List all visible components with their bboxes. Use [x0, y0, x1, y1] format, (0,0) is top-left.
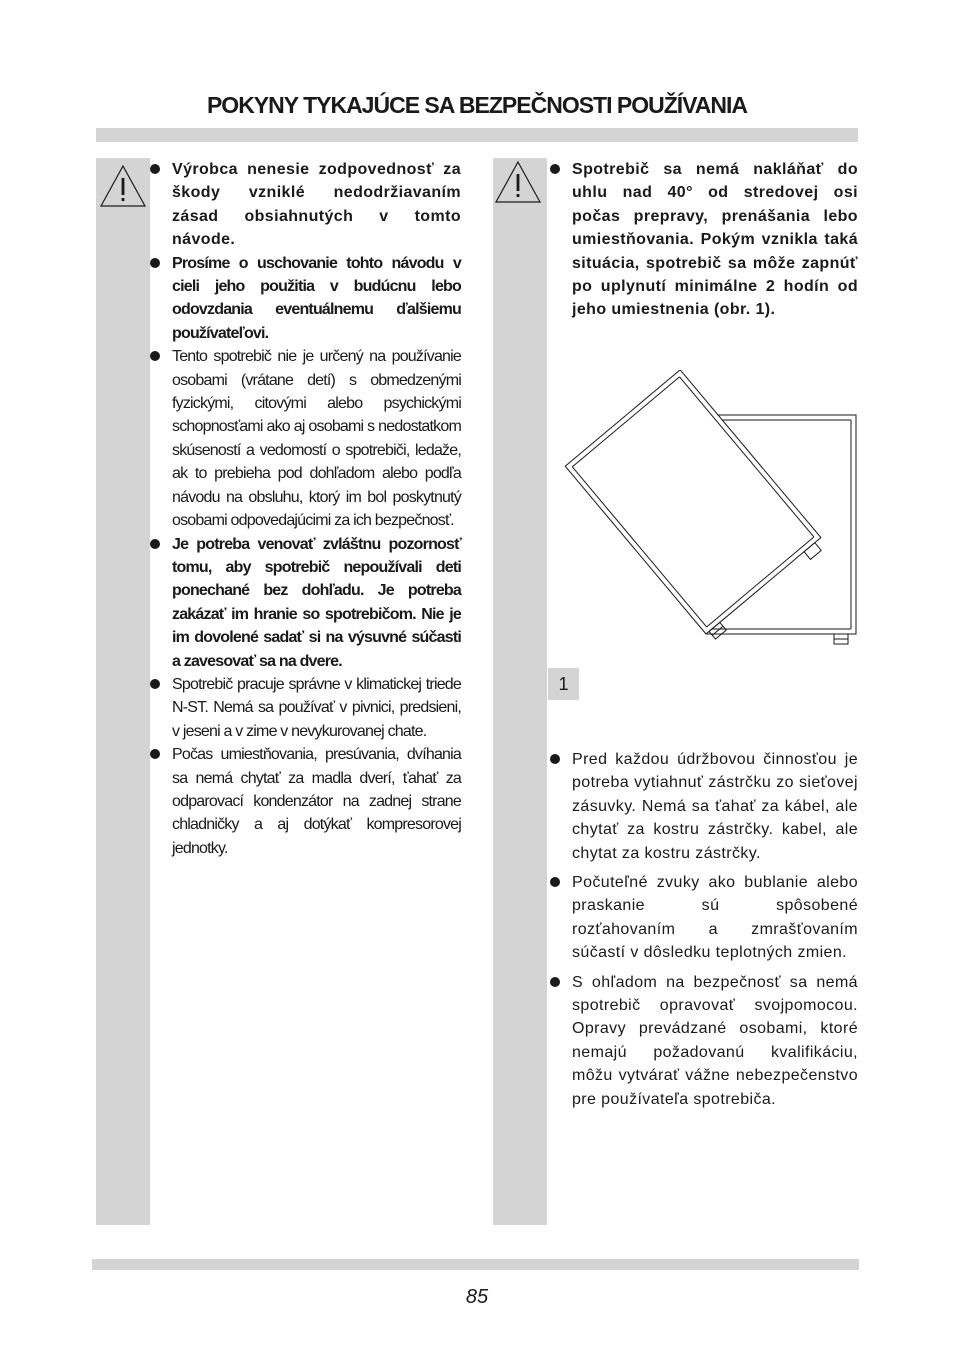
figure-number: 1 — [548, 668, 579, 700]
page-title: POKYNY TYKAJÚCE SA BEZPEČNOSTI POUŽÍVANIA — [206, 92, 748, 118]
list-item: Počas umiestňovania, presúvania, dvíhania sa nemá chytať za madla dverí, ťahať za odparovací kondenzátor na zadnej strane chladničky a aj dotýkať kompresorovej jednotky. — [148, 743, 461, 860]
list-item: S ohľadom na bezpečnosť sa nemá spotrebič opravovať svojpomocou. Opravy prevádzané osobami, ktoré nemajú požadovanú kvalifikáciu, môžu vytvárať vážne nebezpečenstvo pre používateľa spotrebiča. — [548, 971, 858, 1111]
list-item: Počuteľné zvuky ako bublanie alebo praskanie sú spôsobené rozťahovaním a zmrašťovaním súčastí v dôsledku teplotných zmien. — [548, 871, 858, 965]
tilted-fridge — [565, 370, 827, 642]
left-margin-bar — [96, 158, 150, 1225]
fridge-tilt-diagram — [548, 370, 860, 660]
header-divider — [96, 128, 858, 142]
right-top-list — [548, 158, 858, 322]
list-item: Spotrebič sa nemá nakláňať do uhlu nad 40° od stredovej osi počas prepravy, prenášania lebo umiestňovania. Pokým vznikla taká situácia, spotrebič sa môže zapnúť po uplynutí minimálne 2 hodín od jeho umiestnenia (obr. 1). — [548, 158, 858, 322]
list-item: Pred každou údržbovou činnosťou je potreba vytiahnuť zástrčku zo sieťovej zásuvky. Nemá sa ťahať za kábel, ale chytať za kostru zástrčky. kabel, ale chytat za kostru zástrčky. — [548, 748, 858, 865]
page-number: 85 — [465, 1286, 489, 1308]
list-item: Prosíme o uschovanie tohto návodu v cieli jeho použitia v budúcnu lebo odovzdania eventuálnemu ďalšiemu používateľovi. — [148, 252, 461, 346]
list-item: Je potreba venovať zvláštnu pozornosť tomu, aby spotrebič nepoužívali deti ponechané bez dohľadu. Je potreba zakázať im hranie so spotrebičom. Nie je im dovolené sadať si na výsuvné súčasti a zavesovať sa na dvere. — [148, 533, 461, 673]
footer-divider — [92, 1259, 859, 1270]
left-safety-list — [148, 158, 461, 860]
right-bottom-list — [548, 748, 858, 1117]
warning-triangle-icon — [99, 164, 147, 208]
list-item: Tento spotrebič nie je určený na používanie osobami (vrátane detí) s obmedzenými fyzickými, citovými alebo psychickými schopnosťami ako aj osobami s nedostatkom skúseností a vedomostí o spotrebiči, ledaže, ak to prebieha pod dohľadom alebo podľa návodu na obsluhu, ktorý im bol poskytnutý osobami odpovedajúcimi za ich bezpečnosť. — [148, 345, 461, 532]
list-item: Výrobca nenesie zodpovednosť za škody vzniklé nedodržiavaním zásad obsiahnutých v tomto návode. — [148, 158, 461, 252]
right-margin-bar — [493, 158, 547, 1225]
list-item: Spotrebič pracuje správne v klimatickej triede N-ST. Nemá sa používať v pivnici, predsieni, v jeseni a v zime v nevykurovanej chate. — [148, 673, 461, 743]
warning-triangle-icon — [494, 160, 542, 204]
